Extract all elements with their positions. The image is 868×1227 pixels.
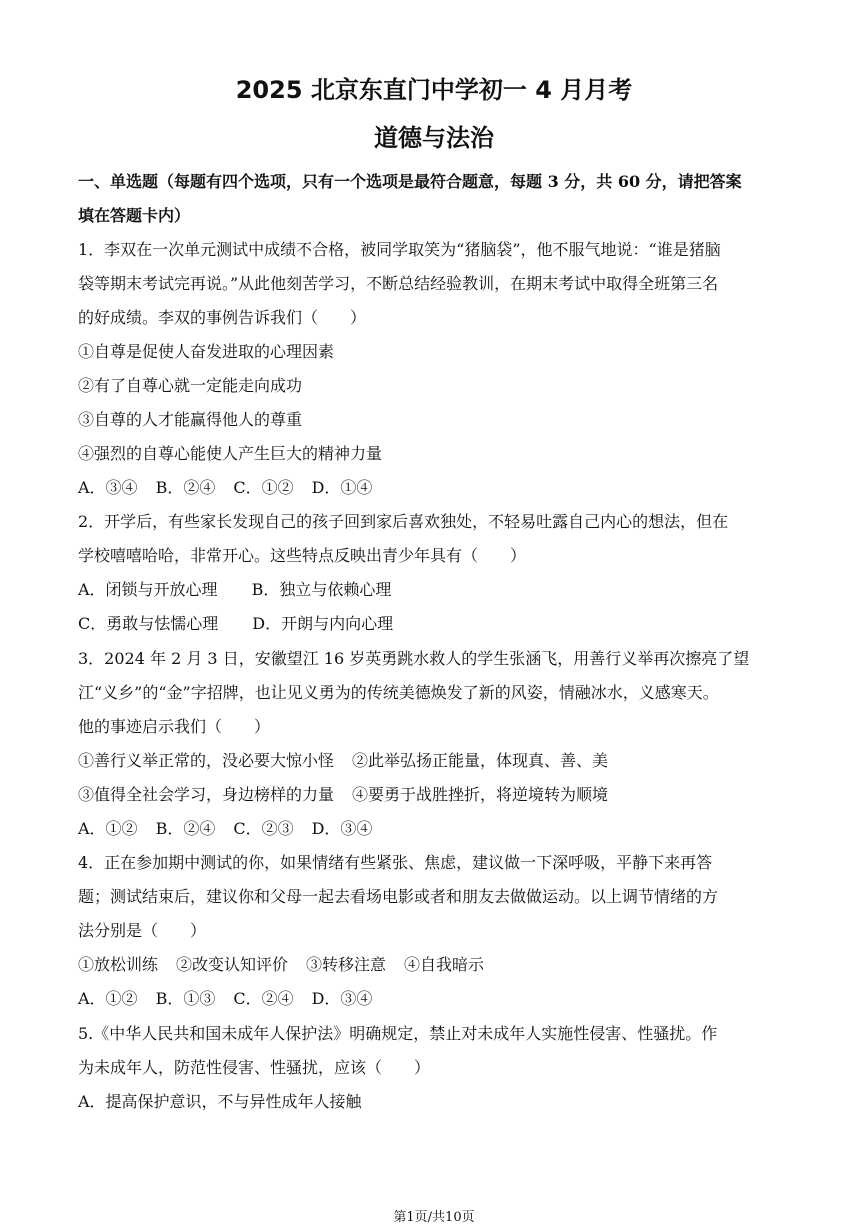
q2-stem-line1: 2．开学后，有些家长发现自己的孩子回到家后喜欢独处，不轻易吐露自己内心的想法，但在 (78, 512, 729, 531)
q1-option-d[interactable]: D．①④ (311, 478, 373, 497)
q2-stem-line2: 学校嘻嘻哈哈，非常开心。这些特点反映出青少年具有（ ） (78, 546, 527, 565)
q3-stem-line1: 3．2024 年 2 月 3 日，安徽望江 16 岁英勇跳水救人的学生张涵飞，用善行义举再次擦亮了望 (78, 649, 750, 668)
q3-option-d[interactable]: D．③④ (311, 819, 373, 838)
q4-stem-line1: 4．正在参加期中测试的你，如果情绪有些紧张、焦虑，建议做一下深呼吸，平静下来再答 (78, 853, 713, 872)
q4-option-b[interactable]: B．①③ (155, 989, 216, 1008)
q4-option-c[interactable]: C．②④ (233, 989, 294, 1008)
q3-statement-1: ①善行义举正常的，没必要大惊小怪 (78, 751, 335, 770)
q3-statement-3: ③值得全社会学习，身边榜样的力量 (78, 785, 335, 804)
q2-option-d[interactable]: D．开朗与内向心理 (252, 614, 394, 633)
q5-stem-line2: 为未成年人，防范性侵害、性骚扰，应该（ ） (78, 1058, 431, 1077)
q4-statement-3: ③转移注意 (306, 955, 387, 974)
q1-option-a[interactable]: A．③④ (78, 478, 138, 497)
q4-statement-4: ④自我暗示 (404, 955, 485, 974)
page-number: 第1页/共10页 (393, 1210, 475, 1225)
q3-stem-line3: 他的事迹启示我们（ ） (78, 717, 271, 736)
q3-statements-row1 (78, 751, 608, 771)
q4-stem-line3: 法分别是（ ） (78, 921, 207, 940)
q4-statements (78, 955, 484, 975)
q3-option-b[interactable]: B．②④ (155, 819, 216, 838)
section-heading-line2: 填在答题卡内） (78, 206, 191, 225)
q4-statement-2: ②改变认知评价 (176, 955, 289, 974)
q1-statement-1: ①自尊是促使人奋发进取的心理因素 (78, 342, 335, 361)
q2-options-row1 (78, 580, 391, 600)
q1-statement-2: ②有了自尊心就一定能走向成功 (78, 376, 303, 395)
q1-stem-line3: 的好成绩。李双的事例告诉我们（ ） (78, 308, 367, 327)
q1-option-b[interactable]: B．②④ (155, 478, 216, 497)
q5-stem-line1: 5.《中华人民共和国未成年人保护法》明确规定，禁止对未成年人实施性侵害、性骚扰。作 (78, 1024, 718, 1043)
q3-stem-line2: 江“义乡”的“金”字招牌，也让见义勇为的传统美德焕发了新的风姿，情融冰水，义感寒天。 (78, 683, 719, 702)
q4-stem-line2: 题；测试结束后，建议你和父母一起去看场电影或者和朋友去做做运动。以上调节情绪的方 (78, 887, 719, 906)
q2-options-row2 (78, 614, 393, 634)
q4-option-d[interactable]: D．③④ (311, 989, 373, 1008)
q3-statement-4: ④要勇于战胜挫折，将逆境转为顺境 (352, 785, 609, 804)
q3-option-c[interactable]: C．②③ (233, 819, 294, 838)
q1-options (78, 478, 372, 498)
q4-option-a[interactable]: A．①② (78, 989, 138, 1008)
q2-option-b[interactable]: B．独立与依赖心理 (251, 580, 392, 599)
q1-stem-line2: 袋等期末考试完再说。”从此他刻苦学习，不断总结经验教训，在期末考试中取得全班第三名 (78, 274, 719, 293)
q1-option-c[interactable]: C．①② (233, 478, 294, 497)
q4-statement-1: ①放松训练 (78, 955, 159, 974)
q5-option-a[interactable]: A．提高保护意识，不与异性成年人接触 (78, 1092, 362, 1111)
q3-statements-row2 (78, 785, 608, 805)
q4-options (78, 989, 372, 1009)
q1-statement-4: ④强烈的自尊心能使人产生巨大的精神力量 (78, 444, 383, 463)
q2-option-a[interactable]: A．闭锁与开放心理 (78, 580, 218, 599)
q1-stem-line1: 1．李双在一次单元测试中成绩不合格，被同学取笑为“猪脑袋”，他不服气地说：“谁是猪脑 (78, 240, 721, 259)
q1-statement-3: ③自尊的人才能赢得他人的尊重 (78, 410, 303, 429)
subject-title: 道德与法治 (374, 124, 494, 152)
q3-statement-2: ②此举弘扬正能量，体现真、善、美 (352, 751, 609, 770)
q3-option-a[interactable]: A．①② (78, 819, 138, 838)
q3-options (78, 819, 372, 839)
q2-option-c[interactable]: C．勇敢与怯懦心理 (78, 614, 219, 633)
exam-title: 2025 北京东直门中学初一 4 月月考 (235, 76, 633, 104)
section-heading-line1: 一、单选题（每题有四个选项，只有一个选项是最符合题意，每题 3 分，共 60 分，请把答案 (78, 172, 742, 191)
